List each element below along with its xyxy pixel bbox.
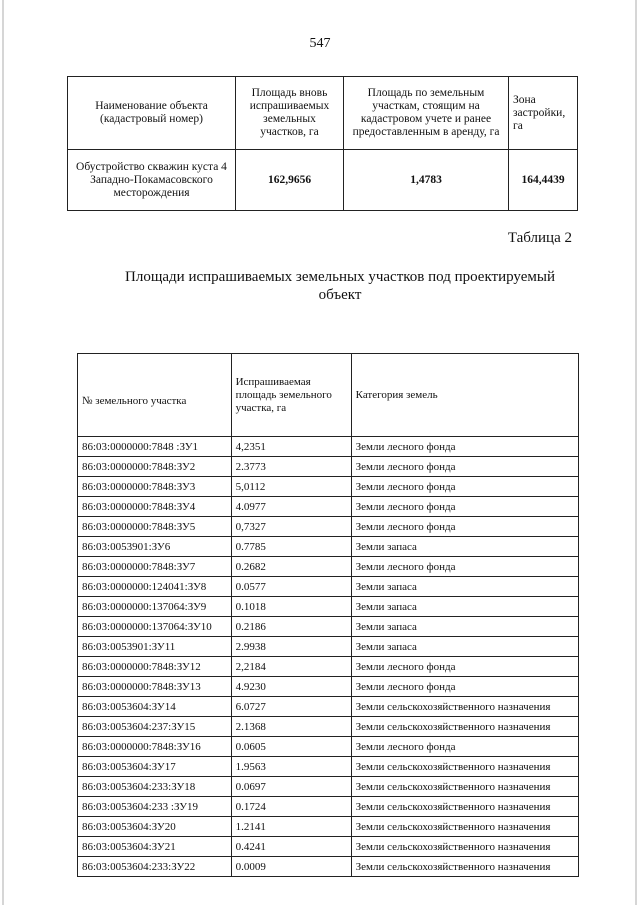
plot-number: 86:03:0000000:7848:ЗУ4 xyxy=(78,497,232,517)
land-category: Земли сельскохозяйственного назначения xyxy=(351,757,578,777)
area: 2,2184 xyxy=(231,657,351,677)
plot-number: 86:03:0000000:7848 :ЗУ1 xyxy=(78,437,232,457)
land-category: Земли лесного фонда xyxy=(351,557,578,577)
land-category: Земли сельскохозяйственного назначения xyxy=(351,857,578,877)
area: 0.0009 xyxy=(231,857,351,877)
table-row xyxy=(78,617,579,637)
plot-number: 86:03:0000000:7848:ЗУ5 xyxy=(78,517,232,537)
land-category: Земли лесного фонда xyxy=(351,457,578,477)
table1-header-new-area: Площадь вновь испрашиваемых земельных участков, га xyxy=(236,77,344,150)
table1-header-registered-area: Площадь по земельным участкам, стоящим на кадастровом учете и ранее предоставленным в аренду, га xyxy=(344,77,509,150)
land-category: Земли лесного фонда xyxy=(351,437,578,457)
plot-number: 86:03:0053604:237:ЗУ15 xyxy=(78,717,232,737)
plot-number: 86:03:0000000:137064:ЗУ9 xyxy=(78,597,232,617)
land-category: Земли лесного фонда xyxy=(351,477,578,497)
land-category: Земли запаса xyxy=(351,597,578,617)
area: 0,7327 xyxy=(231,517,351,537)
area: 0.1018 xyxy=(231,597,351,617)
page-number: 547 xyxy=(309,36,331,51)
table2-header-row xyxy=(78,354,579,437)
table1-header-zone: Зона застройки, га xyxy=(509,77,578,150)
table2-caption: Таблица 2 xyxy=(507,230,572,246)
plot-number: 86:03:0000000:7848:ЗУ2 xyxy=(78,457,232,477)
area: 0.0697 xyxy=(231,777,351,797)
area: 1.2141 xyxy=(231,817,351,837)
table2-body xyxy=(78,437,579,877)
area: 2.3773 xyxy=(231,457,351,477)
table-row xyxy=(78,717,579,737)
table-row xyxy=(78,537,579,557)
table2-header-category: Категория земель xyxy=(351,354,578,437)
area: 0.2682 xyxy=(231,557,351,577)
table-row xyxy=(78,577,579,597)
plot-number: 86:03:0000000:7848:ЗУ16 xyxy=(78,737,232,757)
table1-new-area: 162,9656 xyxy=(236,150,344,211)
table-row xyxy=(78,517,579,537)
plot-number: 86:03:0053604:ЗУ14 xyxy=(78,697,232,717)
plot-number: 86:03:0053604:233 :ЗУ19 xyxy=(78,797,232,817)
land-category: Земли лесного фонда xyxy=(351,677,578,697)
land-category: Земли лесного фонда xyxy=(351,517,578,537)
table-row xyxy=(78,777,579,797)
plot-number: 86:03:0053604:233:ЗУ18 xyxy=(78,777,232,797)
table1-registered-area: 1,4783 xyxy=(344,150,509,211)
table1-object-name: Обустройство скважин куста 4 Западно-Покамасовского месторождения xyxy=(68,150,236,211)
area: 4,2351 xyxy=(231,437,351,457)
table-row xyxy=(78,437,579,457)
land-category: Земли запаса xyxy=(351,577,578,597)
page-edge-left xyxy=(2,0,4,905)
table-row xyxy=(78,737,579,757)
plot-number: 86:03:0000000:124041:ЗУ8 xyxy=(78,577,232,597)
table1-zone-area: 164,4439 xyxy=(509,150,578,211)
land-category: Земли сельскохозяйственного назначения xyxy=(351,697,578,717)
plot-number: 86:03:0053604:ЗУ20 xyxy=(78,817,232,837)
plot-number: 86:03:0000000:7848:ЗУ3 xyxy=(78,477,232,497)
table-row xyxy=(78,677,579,697)
plot-number: 86:03:0053901:ЗУ11 xyxy=(78,637,232,657)
plot-number: 86:03:0000000:137064:ЗУ10 xyxy=(78,617,232,637)
land-plots-table xyxy=(77,353,579,877)
table2-header-area: Испрашиваемая площадь земельного участка, га xyxy=(231,354,351,437)
area: 0.4241 xyxy=(231,837,351,857)
plot-number: 86:03:0053604:ЗУ17 xyxy=(78,757,232,777)
table-row xyxy=(78,817,579,837)
table2-title: Площади испрашиваемых земельных участков под проектируемый объект xyxy=(125,269,555,303)
area: 5,0112 xyxy=(231,477,351,497)
area: 1.9563 xyxy=(231,757,351,777)
table1-row xyxy=(68,150,578,211)
area: 4.0977 xyxy=(231,497,351,517)
object-area-table xyxy=(67,76,578,211)
area: 2.9938 xyxy=(231,637,351,657)
plot-number: 86:03:0000000:7848:ЗУ12 xyxy=(78,657,232,677)
table-row xyxy=(78,857,579,877)
area: 0.1724 xyxy=(231,797,351,817)
table-row xyxy=(78,797,579,817)
land-category: Земли лесного фонда xyxy=(351,737,578,757)
area: 0.7785 xyxy=(231,537,351,557)
table-row xyxy=(78,497,579,517)
table-row xyxy=(78,477,579,497)
table1-header-row xyxy=(68,77,578,150)
area: 2.1368 xyxy=(231,717,351,737)
area: 4.9230 xyxy=(231,677,351,697)
land-category: Земли запаса xyxy=(351,617,578,637)
plot-number: 86:03:0000000:7848:ЗУ13 xyxy=(78,677,232,697)
land-category: Земли сельскохозяйственного назначения xyxy=(351,797,578,817)
land-category: Земли лесного фонда xyxy=(351,657,578,677)
table2-header-plot-number: № земельного участка xyxy=(78,354,232,437)
plot-number: 86:03:0053604:233:ЗУ22 xyxy=(78,857,232,877)
plot-number: 86:03:0053604:ЗУ21 xyxy=(78,837,232,857)
land-category: Земли сельскохозяйственного назначения xyxy=(351,837,578,857)
area: 6.0727 xyxy=(231,697,351,717)
land-category: Земли запаса xyxy=(351,537,578,557)
plot-number: 86:03:0053901:ЗУ6 xyxy=(78,537,232,557)
plot-number: 86:03:0000000:7848:ЗУ7 xyxy=(78,557,232,577)
page-edge-right xyxy=(635,0,637,905)
table-row xyxy=(78,457,579,477)
table-row xyxy=(78,657,579,677)
table1-header-object-name: Наименование объекта (кадастровый номер) xyxy=(68,77,236,150)
area: 0.0577 xyxy=(231,577,351,597)
land-category: Земли запаса xyxy=(351,637,578,657)
land-category: Земли сельскохозяйственного назначения xyxy=(351,817,578,837)
table-row xyxy=(78,557,579,577)
land-category: Земли сельскохозяйственного назначения xyxy=(351,777,578,797)
table-row xyxy=(78,637,579,657)
table-row xyxy=(78,597,579,617)
table-row xyxy=(78,837,579,857)
table-row xyxy=(78,697,579,717)
table-row xyxy=(78,757,579,777)
area: 0.2186 xyxy=(231,617,351,637)
area: 0.0605 xyxy=(231,737,351,757)
land-category: Земли лесного фонда xyxy=(351,497,578,517)
land-category: Земли сельскохозяйственного назначения xyxy=(351,717,578,737)
